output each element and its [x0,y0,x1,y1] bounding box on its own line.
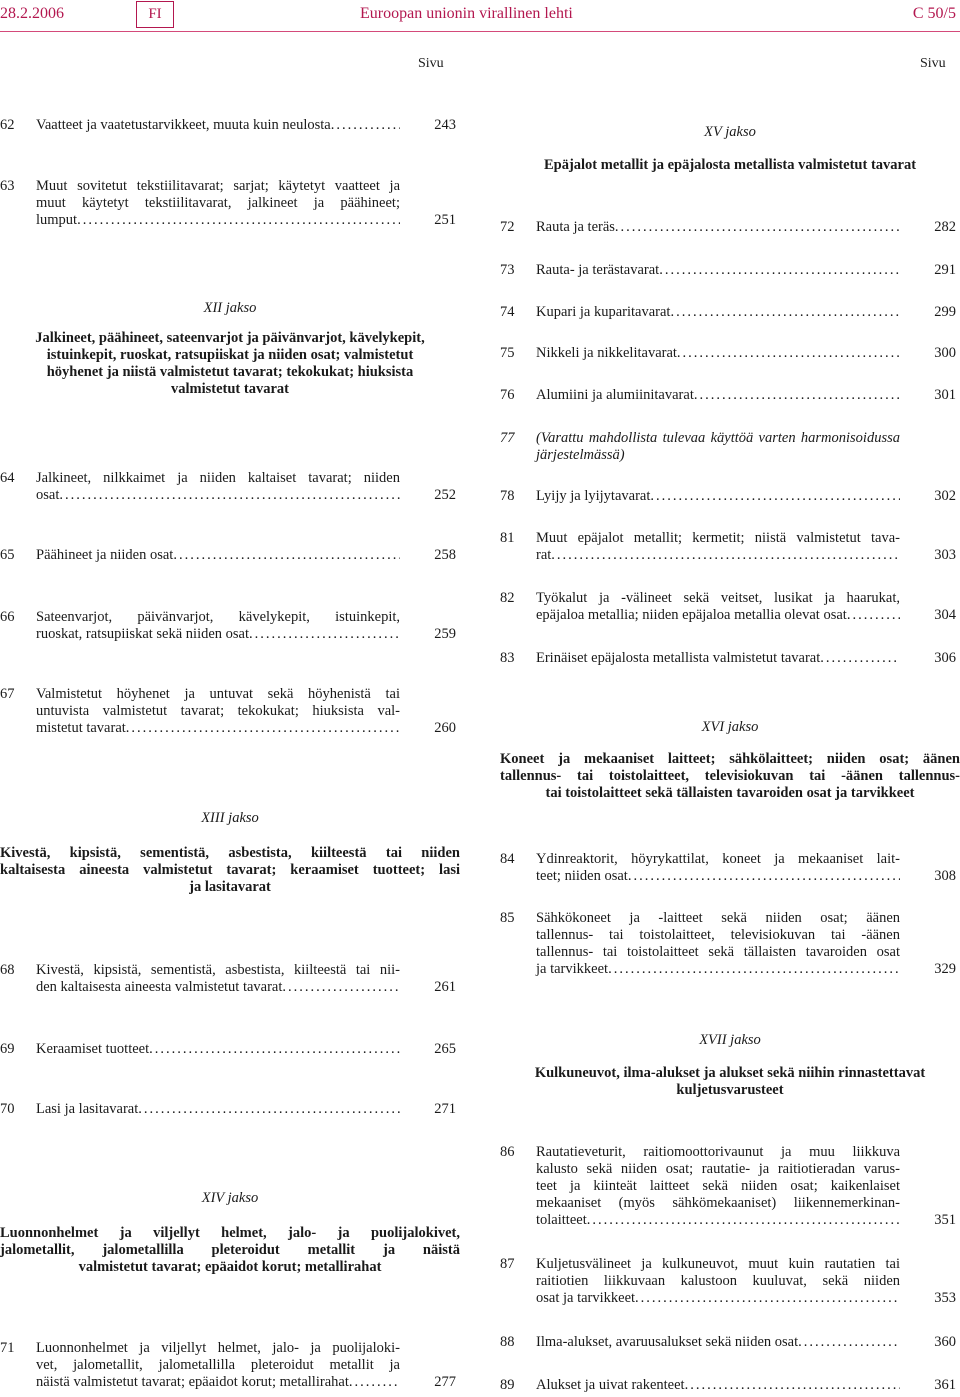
chapter-title-line: Työkalut ja -välineet sekä veitset, lusikat ja haarukat, [536,590,900,606]
chapter-page-number: 277 [434,1374,456,1390]
chapter-page-number: 282 [934,219,956,235]
leader-dots [331,117,400,134]
chapter-title-line: vet, jalometallit, jalometallilla pleteroidut metallit ja [36,1357,400,1373]
chapter-page-number: 360 [934,1334,956,1350]
section-title-line: Kulkuneuvot, ilma-alukset ja alukset sekä niihin rinnastettavat [534,1065,926,1081]
chapter-title-line [536,262,900,279]
chapter-title-line [36,720,400,737]
chapter-title [536,304,900,321]
chapter-page-number: 300 [934,345,956,361]
chapter-title [36,962,400,996]
chapter-title-text: Lyijy ja lyijytavarat [536,488,651,504]
section-title-line: kaltaisesta aineesta valmistetut tavarat; keraamiset tuotteet; lasi [0,862,460,878]
chapter-title-line: raitiotien liikkuvaan kalustoon kuuluvat, sekä niiden [536,1273,900,1289]
chapter-title [36,547,400,564]
chapter-title-text: Päähineet ja niiden osat [36,547,174,563]
leader-dots [677,345,900,362]
chapter-number: 84 [500,851,515,867]
chapter-title-text: lumput [36,212,78,228]
header-rule [0,31,960,32]
language-code-box: FI [136,1,174,28]
chapter-number: 75 [500,345,515,361]
leader-dots [126,720,400,737]
leader-dots [635,1290,900,1307]
chapter-title-line: Rautatieveturit, raitiomoottorivaunut ja muu liikkuva [536,1144,900,1160]
leader-dots [551,547,900,564]
chapter-title-line [536,488,900,505]
chapter-title [36,117,400,134]
chapter-page-number: 301 [934,387,956,403]
section-title-line: höyhenet ja niistä valmistetut tavarat; tekokukat; hiuksista [46,364,414,380]
chapter-page-number: 308 [934,868,956,884]
chapter-number: 87 [500,1256,515,1272]
chapter-title [536,1334,900,1351]
chapter-number: 86 [500,1144,515,1160]
chapter-page-number: 259 [434,626,456,642]
leader-dots [615,219,900,236]
chapter-title-line: kalusto sekä niiden osat; rautatie- ja raitiotieradan varus- [536,1161,900,1177]
chapter-title [36,609,400,643]
chapter-title-text: osat ja tarvikkeet [536,1290,636,1306]
section-title-line: kuljetusvarusteet [676,1082,784,1098]
chapter-title-line: (Varattu mahdollista tulevaa käyttöä varten harmonisoidussa [536,430,900,446]
section-title-xv [500,157,960,174]
chapter-title-text: Alukset ja uivat rakenteet [536,1377,685,1393]
leader-dots [694,387,900,404]
chapter-page-number: 243 [434,117,456,133]
leader-dots [349,1374,400,1391]
chapter-title-line [36,979,400,996]
chapter-number: 63 [0,178,15,194]
chapter-title [536,851,900,885]
leader-dots [650,488,900,505]
chapter-title-line [36,212,400,229]
leader-dots [149,1041,400,1058]
chapter-title-text: Nikkeli ja nikkelitavarat [536,345,677,361]
chapter-title-line: muut käytetyt tekstiilitavarat, jalkineet ja päähineet; [36,195,400,211]
chapter-title-line: Sähkökoneet ja -laitteet sekä niiden osat; äänen [536,910,900,926]
leader-dots [625,447,900,464]
chapter-title-text: den kaltaisesta aineesta valmistetut tavarat [36,979,283,995]
chapter-title-text: Erinäiset epäjalosta metallista valmistetut tavarat [536,650,821,666]
chapter-title-text: epäjaloa metallia; niiden epäjaloa metallia olevat osat [536,607,847,623]
chapter-title [536,488,900,505]
page-column-label-left: Sivu [418,56,444,71]
chapter-title [536,430,900,464]
section-title-line: Epäjalot metallit ja epäjalosta metallista valmistetut tavarat [543,157,917,173]
chapter-title-text: ruoskat, ratsupiiskat sekä niiden osat [36,626,250,642]
chapter-title [536,219,900,236]
chapter-title-line [536,1212,900,1229]
chapter-title [36,470,400,504]
chapter-number: 65 [0,547,15,563]
chapter-title-text: näistä valmistetut tavarat; epäaidot korut; metallirahat [36,1374,349,1390]
leader-dots [77,212,400,229]
chapter-title-line: Kivestä, kipsistä, sementistä, asbestista, kiilteestä tai nii- [36,962,400,978]
chapter-title-line [536,1377,900,1394]
journal-title: Euroopan unionin virallinen lehti [360,5,573,22]
chapter-number: 67 [0,686,15,702]
chapter-title-text: osat [36,487,60,503]
chapter-title-line: Sateenvarjot, päivänvarjot, kävelykepit, istuinkepit, [36,609,400,625]
chapter-title-line: Kuljetusvälineet ja kulkuneuvot, muut kuin rautatien tai [536,1256,900,1272]
chapter-title [36,1101,400,1118]
chapter-title [36,686,400,737]
chapter-number: 78 [500,488,515,504]
chapter-title-line [536,547,900,564]
leader-dots [138,1101,400,1118]
chapter-number: 68 [0,962,15,978]
chapter-title [536,650,900,667]
chapter-title [536,1256,900,1307]
leader-dots [685,1377,900,1394]
leader-dots [798,1334,900,1351]
chapter-page-number: 302 [934,488,956,504]
chapter-title-line [536,961,900,978]
section-title-line: tai toistolaitteet sekä tällaisten tavaroiden osat ja tarvikkeet [545,785,915,801]
chapter-page-number: 304 [934,607,956,623]
chapter-title-line [536,1290,900,1307]
leader-dots [820,650,900,667]
leader-dots [587,1212,900,1229]
chapter-title [536,1144,900,1229]
section-label-xv: XV jakso [704,124,756,140]
chapter-title-line [536,345,900,362]
chapter-number: 88 [500,1334,515,1350]
section-title-line: istuinkepit, ruoskat, ratsupiiskat ja niiden osat; valmistetut [46,347,414,363]
chapter-title [536,345,900,362]
page-column-label-right: Sivu [920,56,946,71]
chapter-title [536,530,900,564]
leader-dots [282,979,400,996]
chapter-number: 77 [500,430,515,446]
chapter-title-line: untuvista valmistetut tavarat; tekokukat; hiuksista val- [36,703,400,719]
chapter-title-text: Alumiini ja alumiinitavarat [536,387,694,403]
chapter-title-line [536,304,900,321]
chapter-title-text: rat [536,547,552,563]
chapter-title-text: teet; niiden osat [536,868,628,884]
page-number: C 50/5 [912,5,956,22]
section-title-line: Jalkineet, päähineet, sateenvarjot ja päivänvarjot, kävelykepit, [35,330,425,346]
section-title-line: Kivestä, kipsistä, sementistä, asbestista, kiilteestä tai niiden [0,845,460,861]
chapter-page-number: 351 [934,1212,956,1228]
section-title-line: Koneet ja mekaaniset laitteet; sähkölaitteet; niiden osat; äänen [500,751,960,767]
chapter-page-number: 258 [434,547,456,563]
chapter-title-line: tallennus- tai toistolaitteet, televisiokuvan tai -äänen [536,927,900,943]
chapter-page-number: 329 [934,961,956,977]
chapter-title-text: Keraamiset tuotteet [36,1041,150,1057]
leader-dots [608,961,900,978]
chapter-title-text: Rauta- ja terästavarat [536,262,660,278]
leader-dots [628,868,900,885]
chapter-title-text: Lasi ja lasitavarat [36,1101,139,1117]
section-title-xiii [0,845,460,896]
chapter-title [536,387,900,404]
chapter-title-line [36,1041,400,1058]
chapter-title-line: tallennus- tai toistolaitteet sekä tällaisten tavaroiden osat [536,944,900,960]
chapter-title-text: Ilma-alukset, avaruusalukset sekä niiden osat [536,1334,799,1350]
section-title-line: valmistetut tavarat; epäaidot korut; metallirahat [78,1259,382,1275]
chapter-number: 82 [500,590,515,606]
chapter-number: 66 [0,609,15,625]
chapter-title-line [36,1374,400,1391]
publication-date: 28.2.2006 [0,5,64,22]
chapter-number: 89 [500,1377,515,1393]
chapter-title-line [36,487,400,504]
chapter-title [536,590,900,624]
section-label-xiii: XIII jakso [201,810,259,826]
chapter-number: 72 [500,219,515,235]
leader-dots [249,626,400,643]
section-label-xii: XII jakso [203,300,257,316]
chapter-number: 74 [500,304,515,320]
chapter-title [36,1041,400,1058]
chapter-title-line [536,650,900,667]
leader-dots [670,304,900,321]
leader-dots [847,607,900,624]
chapter-title-text: Rauta ja teräs [536,219,615,235]
chapter-number: 81 [500,530,515,546]
section-label-xvi: XVI jakso [701,719,759,735]
chapter-title-line [36,547,400,564]
chapter-title-text: Kupari ja kuparitavarat [536,304,671,320]
chapter-title-line [536,387,900,404]
chapter-number: 73 [500,262,515,278]
leader-dots [59,487,400,504]
chapter-number: 64 [0,470,15,486]
leader-dots [173,547,400,564]
chapter-title-line: Luonnonhelmet ja viljellyt helmet, jalo- ja puolijaloki- [36,1340,400,1356]
page-header [0,0,960,36]
chapter-title-text: ja tarvikkeet [536,961,609,977]
chapter-number: 70 [0,1101,15,1117]
chapter-title-line [536,447,900,464]
chapter-page-number: 252 [434,487,456,503]
chapter-number: 83 [500,650,515,666]
chapter-page-number: 303 [934,547,956,563]
chapter-page-number: 260 [434,720,456,736]
chapter-number: 76 [500,387,515,403]
chapter-title-line: Valmistetut höyhenet ja untuvat sekä höyhenistä tai [36,686,400,702]
section-title-line: valmistetut tavarat [171,381,289,397]
chapter-title-line [36,626,400,643]
chapter-page-number: 271 [434,1101,456,1117]
section-title-line: tallennus- tai toistolaitteet, televisiokuvan tai -äänen tallennus- [500,768,960,784]
chapter-title-line [536,607,900,624]
chapter-title-text: Vaatteet ja vaatetustarvikkeet, muuta kuin neulosta [36,117,331,133]
leader-dots [659,262,900,279]
chapter-number: 71 [0,1340,15,1356]
section-title-xvi [500,751,960,802]
chapter-title-line: Muut epäjalot metallit; kermetit; niistä valmistetut tava- [536,530,900,546]
chapter-title [536,262,900,279]
chapter-page-number: 251 [434,212,456,228]
chapter-title-line: Ydinreaktorit, höyrykattilat, koneet ja mekaaniset lait- [536,851,900,867]
section-label-xvii: XVII jakso [699,1032,761,1048]
chapter-title-line [536,868,900,885]
chapter-title [36,1340,400,1391]
chapter-title-line [36,1101,400,1118]
chapter-number: 62 [0,117,15,133]
chapter-title-line: Jalkineet, nilkkaimet ja niiden kaltaiset tavarat; niiden [36,470,400,486]
chapter-title [536,910,900,978]
section-label-xiv: XIV jakso [201,1190,259,1206]
section-title-xii [0,330,460,398]
section-title-line: jalometallit, jalometallilla pleteroidut metallit ja näistä [0,1242,460,1258]
section-title-line: Luonnonhelmet ja viljellyt helmet, jalo- ja puolijalokivet, [0,1225,460,1241]
chapter-page-number: 353 [934,1290,956,1306]
chapter-title-text: tolaitteet [536,1212,587,1228]
chapter-title [36,178,400,229]
chapter-page-number: 361 [934,1377,956,1393]
section-title-xiv [0,1225,460,1276]
chapter-title-line [536,219,900,236]
chapter-title-text: mistetut tavarat [36,720,126,736]
chapter-title-line: Muut sovitetut tekstiilitavarat; sarjat; käytetyt vaatteet ja [36,178,400,194]
chapter-page-number: 265 [434,1041,456,1057]
section-title-xvii [500,1065,960,1099]
chapter-page-number: 306 [934,650,956,666]
chapter-title-line [536,1334,900,1351]
chapter-title-line [36,117,400,134]
chapter-title-line: mekaaniset (myös sähkömekaaniset) liikennemerkinan- [536,1195,900,1211]
chapter-page-number: 261 [434,979,456,995]
chapter-page-number: 291 [934,262,956,278]
chapter-title [536,1377,900,1394]
chapter-title-text: järjestelmässä) [536,447,625,463]
chapter-page-number: 299 [934,304,956,320]
chapter-title-line: teet ja kiinteät laitteet sekä niiden osat; kaikenlaiset [536,1178,900,1194]
chapter-number: 69 [0,1041,15,1057]
chapter-number: 85 [500,910,515,926]
section-title-line: ja lasitavarat [189,879,271,895]
